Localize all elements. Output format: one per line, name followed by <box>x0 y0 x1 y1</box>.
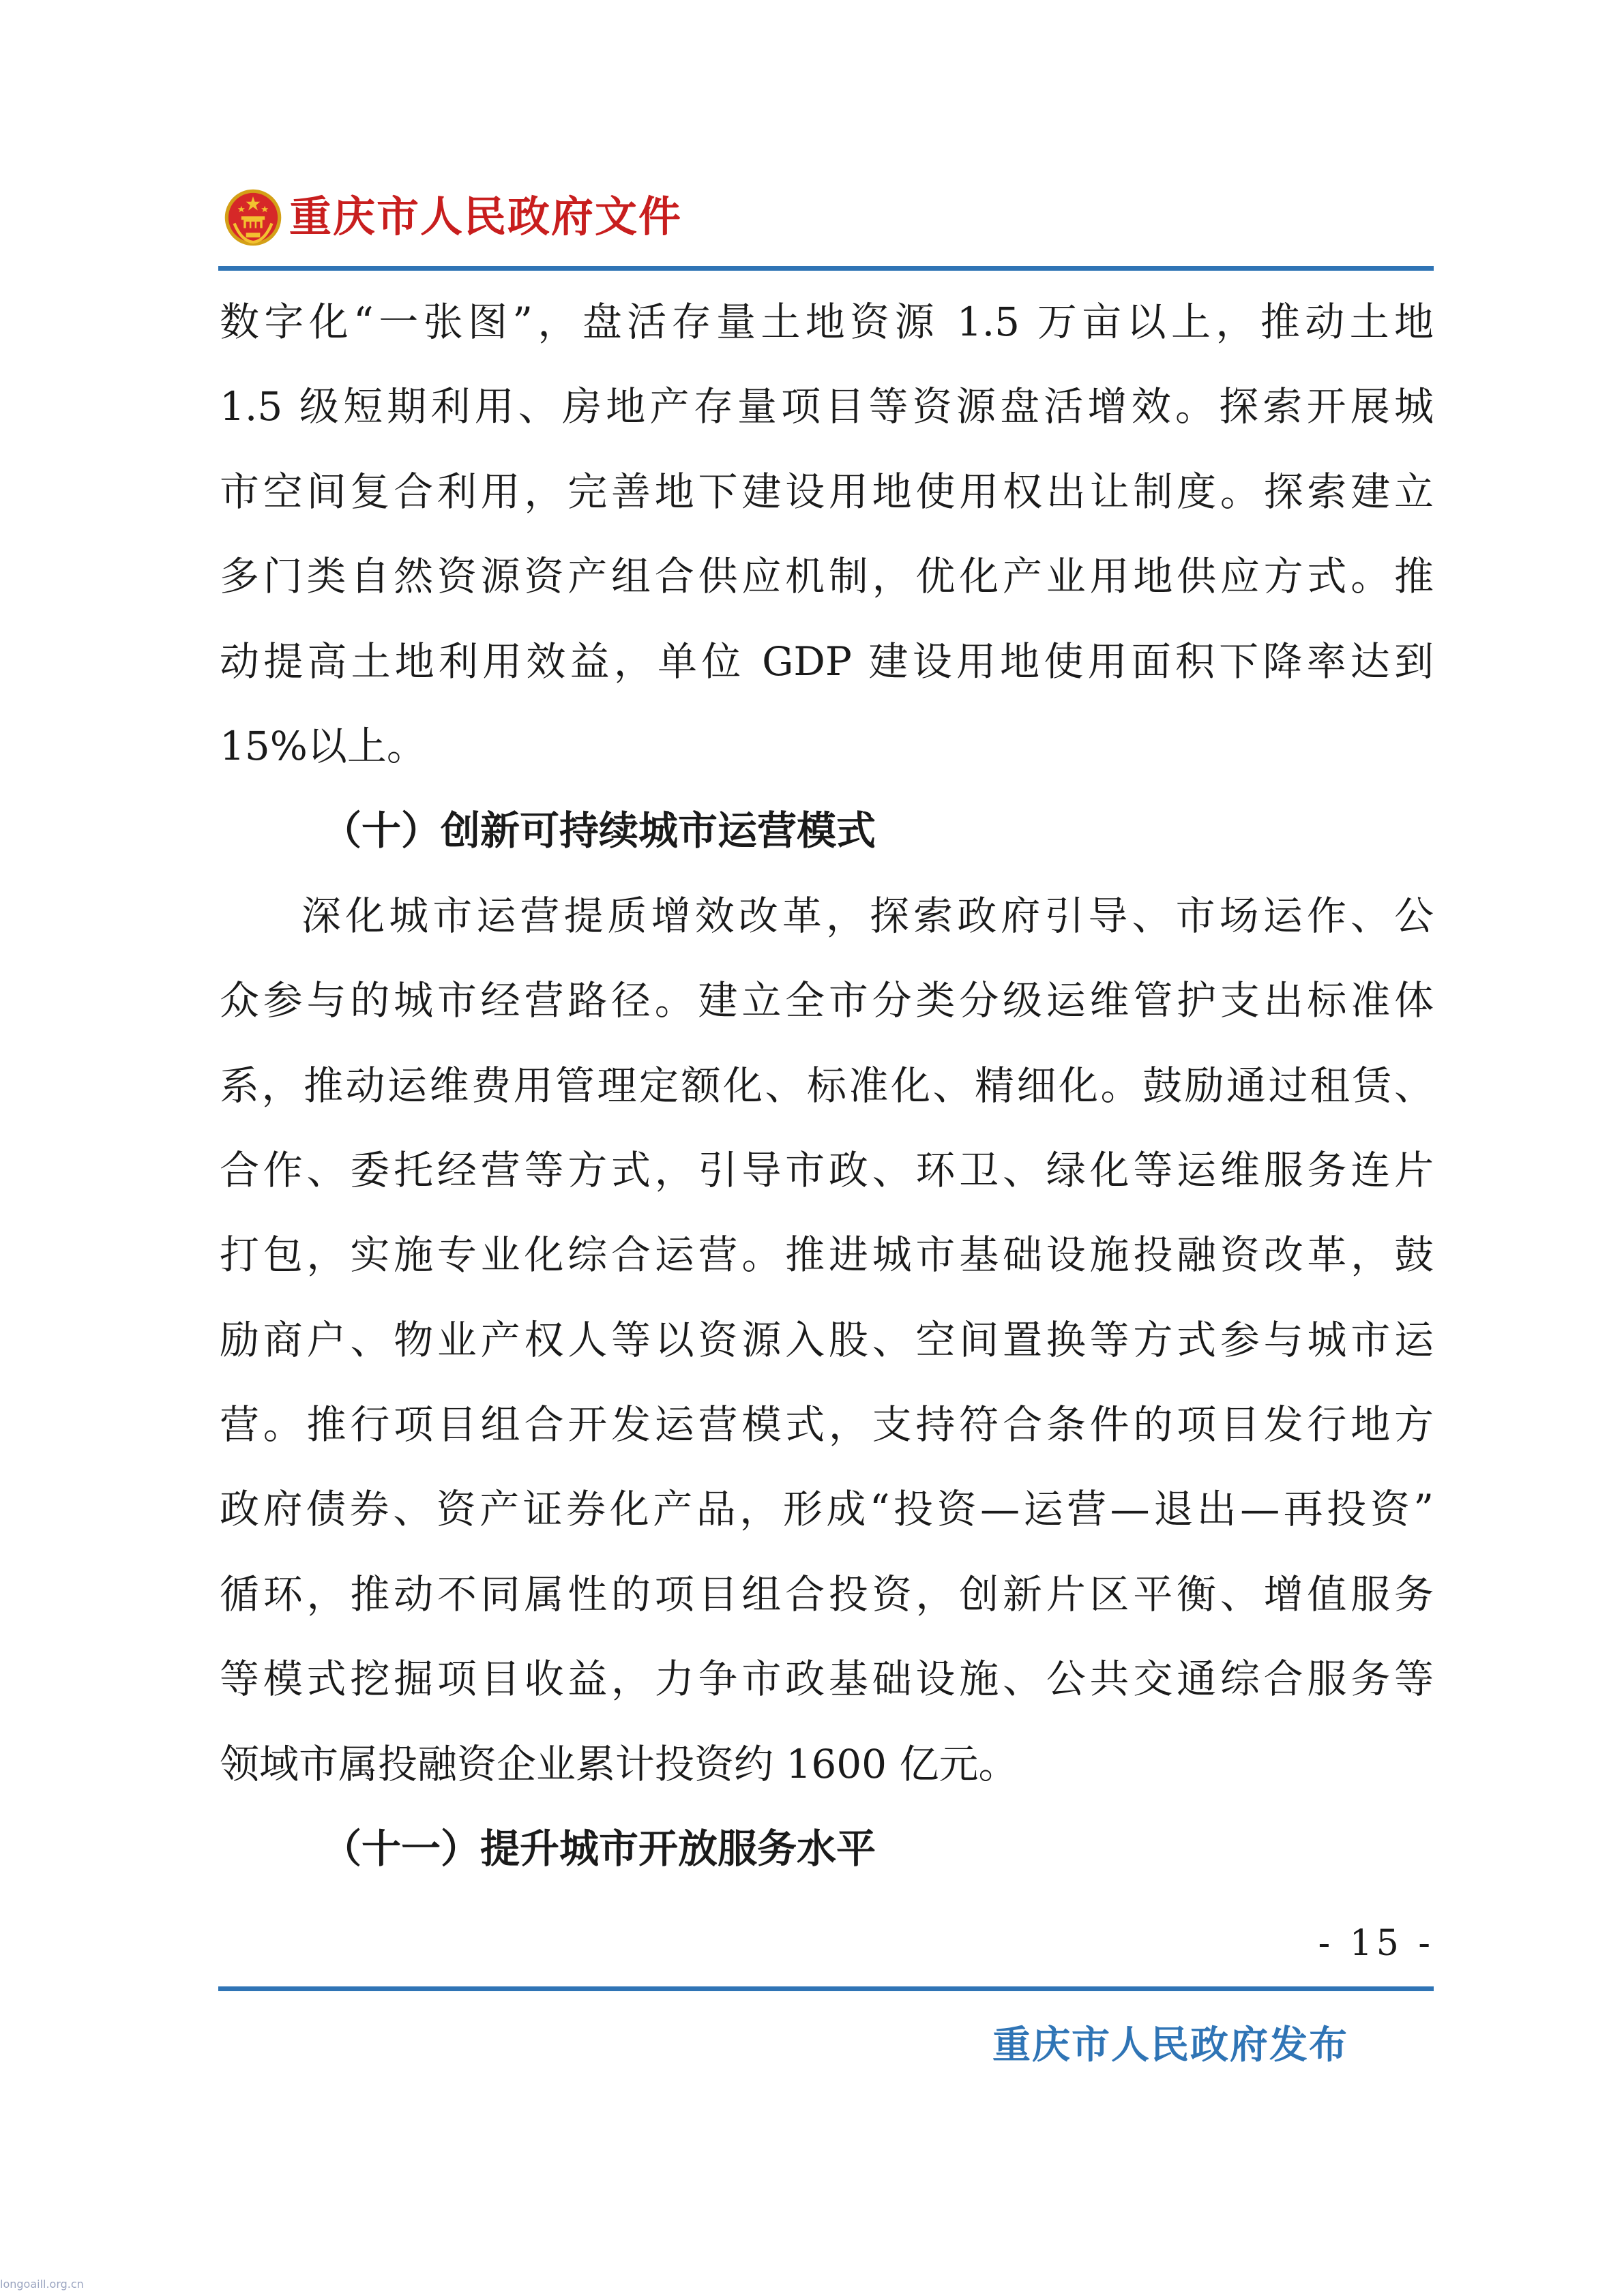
section-heading: （十）创新可持续城市运营模式 <box>322 807 876 854</box>
body-line: 市空间复合利用，完善地下建设用地使用权出让制度。探索建立 <box>220 468 1434 515</box>
watermark: longoaill.org.cn <box>0 2278 84 2291</box>
footer-divider <box>218 1986 1434 1991</box>
document-header <box>224 183 1438 251</box>
header-divider <box>218 266 1434 271</box>
body-line: 领域市属投融资企业累计投资约 1600 亿元。 <box>220 1740 1018 1787</box>
body-line: 打包，实施专业化综合运营。推进城市基础设施投融资改革，鼓 <box>220 1232 1434 1279</box>
body-line: 政府债券、资产证券化产品，形成“投资—运营—退出—再投资” <box>220 1486 1434 1533</box>
body-line: 等模式挖掘项目收益，力争市政基础设施、公共交通综合服务等 <box>220 1656 1434 1703</box>
body-line: 1.5 级短期利用、房地产存量项目等资源盘活增效。探索开展城 <box>220 383 1434 430</box>
body-line: 合作、委托经营等方式，引导市政、环卫、绿化等运维服务连片 <box>220 1146 1434 1193</box>
body-line: 励商户、物业产权人等以资源入股、空间置换等方式参与城市运 <box>220 1316 1434 1363</box>
body-line: 动提高土地利用效益，单位 GDP 建设用地使用面积下降率达到 <box>220 638 1434 685</box>
body-line: 众参与的城市经营路径。建立全市分类分级运维管护支出标准体 <box>220 977 1434 1024</box>
body-line: 15%以上。 <box>220 722 426 769</box>
footer-publisher: 重庆市人民政府发布 <box>992 2023 1348 2068</box>
body-line: 系，推动运维费用管理定额化、标准化、精细化。鼓励通过租赁、 <box>220 1062 1434 1109</box>
body-line: 多门类自然资源资产组合供应机制，优化产业用地供应方式。推 <box>220 553 1434 600</box>
body-line: 循环，推动不同属性的项目组合投资，创新片区平衡、增值服务 <box>220 1570 1434 1617</box>
national-emblem-icon <box>224 188 282 247</box>
page-number: - 15 - <box>1318 1923 1434 1964</box>
document-body <box>220 280 1434 1891</box>
header-title: 重庆市人民政府文件 <box>289 192 683 241</box>
body-line: 深化城市运营提质增效改革，探索政府引导、市场运作、公 <box>301 892 1434 939</box>
body-line: 营。推行项目组合开发运营模式，支持符合条件的项目发行地方 <box>220 1401 1434 1448</box>
body-line: 数字化“一张图”，盘活存量土地资源 1.5 万亩以上，推动土地 <box>220 299 1434 345</box>
section-heading: （十一）提升城市开放服务水平 <box>322 1825 876 1873</box>
